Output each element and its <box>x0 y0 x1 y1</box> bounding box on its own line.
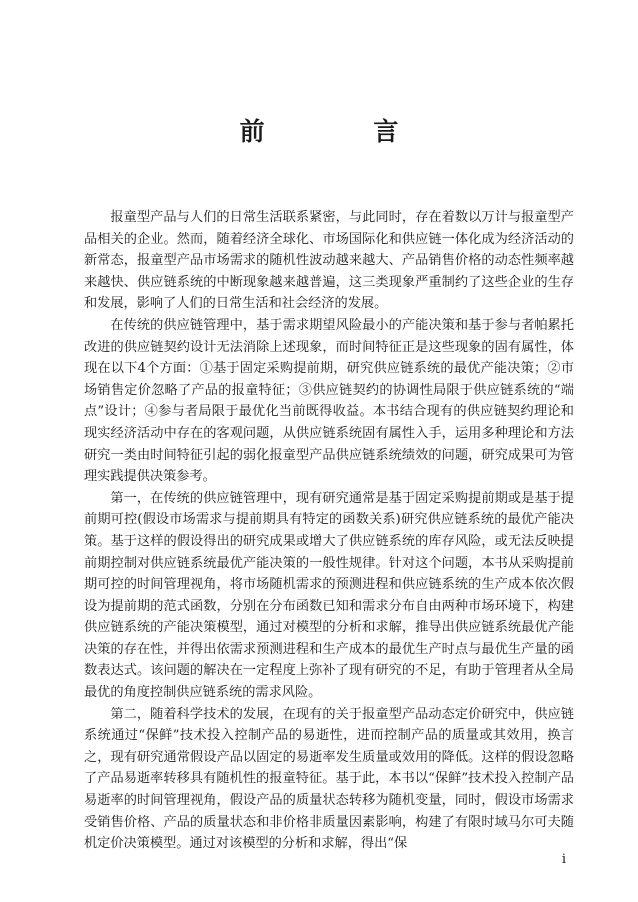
body-text <box>84 207 574 855</box>
page-title: 前 言 <box>239 117 449 146</box>
paragraph: 第一，在传统的供应链管理中，现有研究通常是基于固定采购提前期或是基于提前期可控(假设市场需求与提前期具有特定的函数关系)研究供应链系统的最优产能决策。基于这样的假设得出的研究成果或增大了供应链系统的库存风险，或无法反映提前期控制对供应链系统最优产能决策的一般性规律。针对这个问题，本书从采购提前期可控的时间管理视角，将市场随机需求的预测进程和供应链系统的生产成本依次假设为提前期的范式函数，分别在分布函数已知和需求分布自由两种市场环境下，构建供应链系统的产能决策模型，通过对模型的分析和求解，推导出供应链系统最优产能决策的存在性，并得出依需求预测进程和生产成本的最优生产时点与最优生产量的函数表达式。该问题的解决在一定程度上弥补了现有研究的不足，有助于管理者从全局最优的角度控制供应链系统的需求风险。 <box>84 490 574 701</box>
paragraph: 报童型产品与人们的日常生活联系紧密，与此同时，存在着数以万计与报童型产品相关的企业。然而，随着经济全球化、市场国际化和供应链一体化成为经济活动的新常态，报童型产品市场需求的随机性波动越来越大、产品销售价格的动态性频率越来越快、供应链系统的中断现象越来越普遍，这三类现象严重制约了这些企业的生存和发展，影响了人们的日常生活和社会经济的发展。 <box>84 210 574 312</box>
page-number: i <box>561 852 566 867</box>
paragraph: 第二，随着科学技术的发展，在现有的关于报童型产品动态定价研究中，供应链系统通过“保鲜”技术投入控制产品的易逝性，进而控制产品的质量或其效用，换言之，现有研究通常假设产品以固定的易逝率发生质量或效用的降低。这样的假设忽略了产品易逝率转移具有随机性的报童特征。基于此，本书以“保鲜”技术投入控制产品易逝率的时间管理视角，假设产品的质量状态转移为随机变量，同时，假设市场需求受销售价格、产品的质量状态和非价格非质量因素影响，构建了有限时域马尔可夫随机定价决策模型。通过对该模型的分析和求解，得出“保 <box>84 706 574 852</box>
paragraph: 在传统的供应链管理中，基于需求期望风险最小的产能决策和基于参与者帕累托改进的供应链契约设计无法消除上述现象，而时间特征正是这些现象的固有属性，体现在以下4个方面：①基于固定采购提前期，研究供应链系统的最优产能决策；②市场销售定价忽略了产品的报童特征；③供应链契约的协调性局限于供应链系统的“端点”设计；④参与者局限于最优化当前既得收益。本书结合现有的供应链契约理论和现实经济活动中存在的客观问题，从供应链系统固有属性入手，运用多种理论和方法研究一类由时间特征引起的弱化报童型产品供应链系统绩效的问题，研究成果可为管理实践提供决策参考。 <box>84 317 574 485</box>
